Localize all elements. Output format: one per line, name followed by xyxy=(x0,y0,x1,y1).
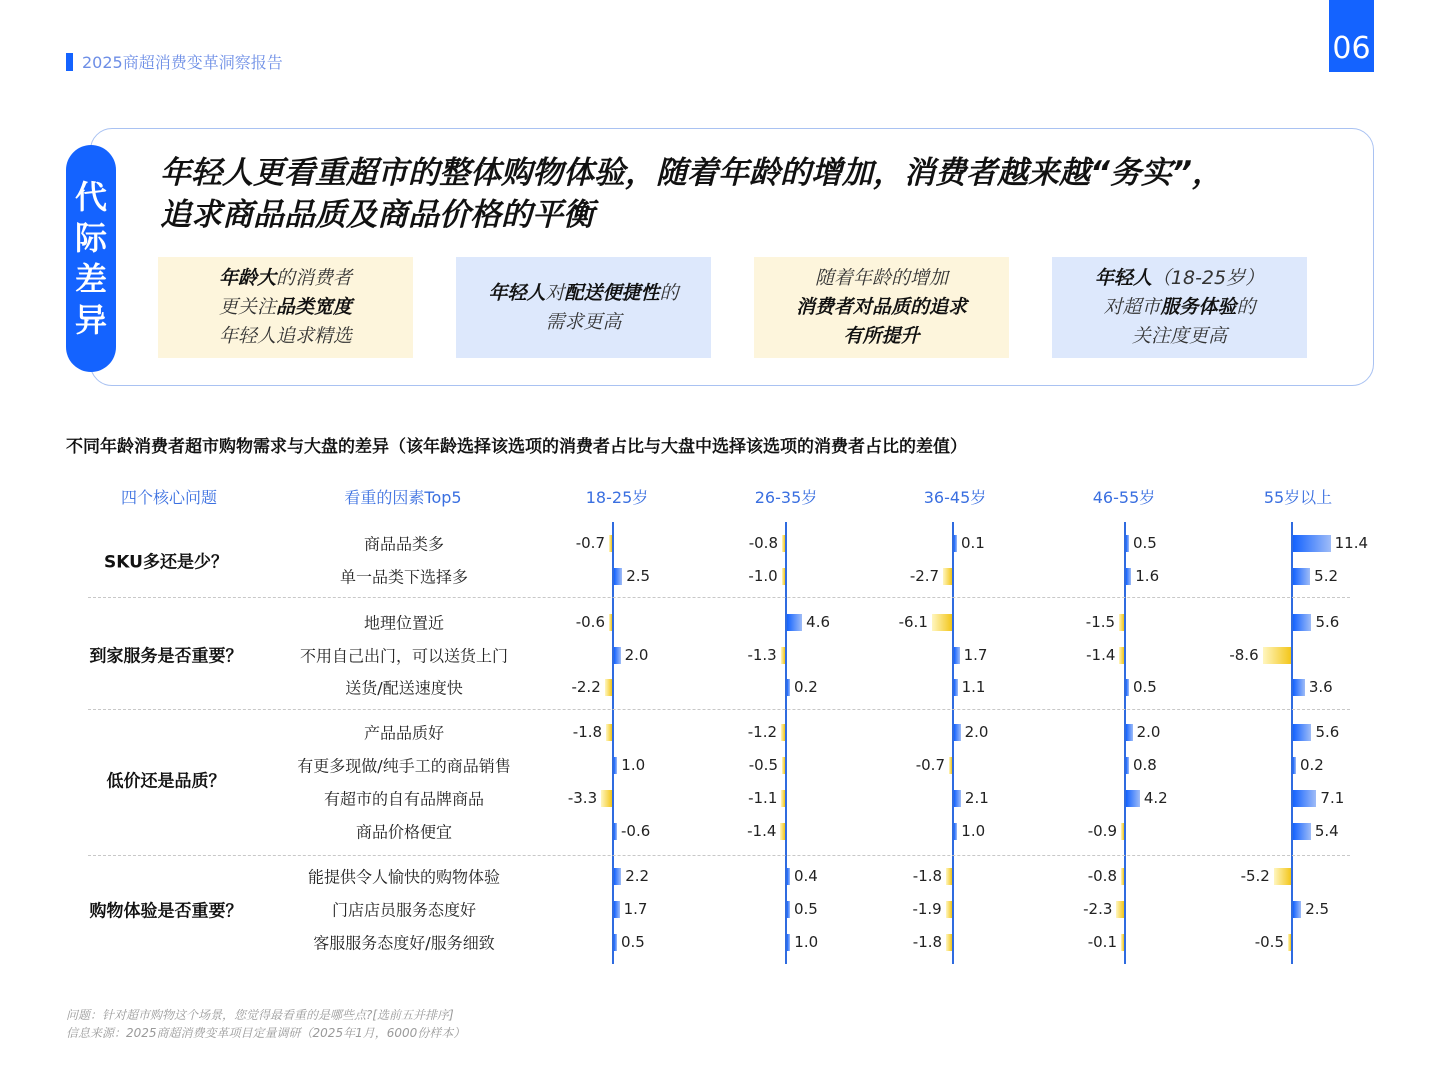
factor-label: 单一品类下选择多 xyxy=(339,567,469,587)
bar-positive xyxy=(1126,724,1133,741)
bar-negative xyxy=(1274,868,1291,885)
bar-negative xyxy=(1119,614,1124,631)
bar-negative xyxy=(1288,934,1291,951)
bar-positive xyxy=(614,568,622,585)
insight-text: 更关注 xyxy=(218,296,276,318)
value-label: 4.2 xyxy=(1143,789,1168,807)
value-label: -0.5 xyxy=(1254,933,1284,951)
insight-card-1 xyxy=(158,257,413,358)
factor-label: 地理位置近 xyxy=(363,613,445,633)
bar-positive xyxy=(954,790,961,807)
value-label: 1.6 xyxy=(1135,567,1160,585)
bar-positive xyxy=(1293,568,1310,585)
tab-char: 差 xyxy=(74,259,107,298)
factor-label: 有更多现做/纯手工的商品销售 xyxy=(297,756,511,776)
bar-positive xyxy=(1126,757,1129,774)
value-label: -0.6 xyxy=(575,613,605,631)
insight-text: 的消费者 xyxy=(276,267,353,289)
bar-negative xyxy=(782,757,785,774)
bar-positive xyxy=(787,614,802,631)
bar-positive xyxy=(1126,679,1129,696)
bar-positive xyxy=(1126,535,1129,552)
value-label: 0.2 xyxy=(1300,756,1324,774)
question-label: SKU多还是少？ xyxy=(104,552,228,573)
value-label: -1.0 xyxy=(748,567,778,585)
value-label: -3.3 xyxy=(567,789,598,807)
value-label: -0.1 xyxy=(1087,933,1117,951)
insight-bold: 消费者对品质的追求 xyxy=(795,296,967,318)
insight-text: 年轻人追求精选 xyxy=(218,325,352,347)
insight-text: 需求更高 xyxy=(545,310,622,333)
value-label: -1.8 xyxy=(912,867,943,885)
footnote-question: 问题：针对超市购物这个场景，您觉得最看重的是哪些点?[选前五并排序] xyxy=(66,1008,454,1022)
bar-positive xyxy=(1293,679,1305,696)
factor-label: 产品品质好 xyxy=(363,723,445,743)
bar-positive xyxy=(954,535,957,552)
value-label: -1.8 xyxy=(912,933,943,951)
value-label: -0.6 xyxy=(621,822,651,840)
bar-negative xyxy=(946,868,952,885)
value-label: -2.7 xyxy=(909,567,940,585)
chart-title: 不同年龄消费者超市购物需求与大盘的差异（该年龄选择该选项的消费者占比与大盘中选择该选项的消费者占比的差值） xyxy=(66,437,967,457)
value-label: 3.6 xyxy=(1308,678,1333,696)
value-label: 5.2 xyxy=(1314,567,1339,585)
bar-negative xyxy=(1116,901,1124,918)
value-label: -0.7 xyxy=(915,756,945,774)
col-header-age-group: 18-25岁 xyxy=(585,488,649,507)
factor-label: 商品品类多 xyxy=(363,534,445,554)
bar-negative xyxy=(946,901,952,918)
insight-bold: 品类宽度 xyxy=(276,296,353,318)
bar-positive xyxy=(1126,790,1140,807)
value-label: -8.6 xyxy=(1229,646,1259,664)
insight-text: 对超市 xyxy=(1103,296,1161,318)
insight-bold: 年轻人 xyxy=(488,281,546,304)
bar-positive xyxy=(614,823,617,840)
value-label: 5.4 xyxy=(1314,822,1339,840)
value-label: -5.2 xyxy=(1240,867,1270,885)
section-tab-label xyxy=(66,145,116,372)
value-label: 2.1 xyxy=(964,789,989,807)
insight-text: 关注度更高 xyxy=(1131,325,1227,347)
bar-negative xyxy=(943,568,952,585)
value-label: -0.8 xyxy=(1087,867,1117,885)
bar-positive xyxy=(1293,901,1301,918)
report-tag xyxy=(66,50,283,73)
zero-axis-line xyxy=(952,522,954,964)
col-header-age-group: 36-45岁 xyxy=(923,488,987,507)
bar-negative xyxy=(949,757,952,774)
headline xyxy=(160,152,1350,236)
insight-bold: 年龄大 xyxy=(218,267,276,289)
insight-bold: 年轻人 xyxy=(1094,267,1152,289)
bar-negative xyxy=(606,724,612,741)
factor-label: 门店店员服务态度好 xyxy=(331,900,477,920)
col-header-age-group: 26-35岁 xyxy=(754,488,818,507)
value-label: 2.0 xyxy=(1136,723,1161,741)
group-divider xyxy=(88,709,1350,710)
bar-positive xyxy=(1293,535,1331,552)
value-label: 5.6 xyxy=(1315,723,1340,741)
value-label: 2.0 xyxy=(624,646,649,664)
question-label: 到家服务是否重要？ xyxy=(89,646,243,667)
value-label: -1.4 xyxy=(747,822,777,840)
value-label: 1.1 xyxy=(961,678,986,696)
value-label: -1.4 xyxy=(1086,646,1116,664)
col-header-question: 四个核心问题 xyxy=(120,488,218,507)
factor-label: 能提供令人愉快的购物体验 xyxy=(307,867,501,887)
value-label: -1.3 xyxy=(747,646,777,664)
bar-negative xyxy=(609,614,612,631)
report-title: 2025商超消费变革洞察报告 xyxy=(82,53,283,72)
bar-positive xyxy=(1293,823,1311,840)
insight-text: （18-25岁） xyxy=(1151,267,1265,289)
bar-positive xyxy=(1293,724,1311,741)
bar-negative xyxy=(932,614,952,631)
factor-label: 送货/配送速度快 xyxy=(345,678,463,698)
footnote-source: 信息来源：2025商超消费变革项目定量调研（2025年1月，6000份样本） xyxy=(66,1026,466,1040)
insight-bold: 配送便捷性 xyxy=(564,281,660,304)
bar-negative xyxy=(601,790,612,807)
value-label: 0.5 xyxy=(621,933,645,951)
value-label: -0.9 xyxy=(1087,822,1117,840)
insight-bold: 服务体验 xyxy=(1160,296,1237,318)
value-label: -1.1 xyxy=(748,789,778,807)
bar-positive xyxy=(954,679,958,696)
bar-negative xyxy=(1121,934,1124,951)
value-label: 7.1 xyxy=(1320,789,1345,807)
bar-positive xyxy=(614,901,620,918)
zero-axis-line xyxy=(612,522,614,964)
bar-positive xyxy=(614,934,617,951)
insight-text: 的 xyxy=(1236,296,1256,318)
bar-negative xyxy=(782,568,785,585)
value-label: -0.8 xyxy=(748,534,778,552)
value-label: -6.1 xyxy=(898,613,928,631)
bar-positive xyxy=(787,679,790,696)
bar-positive xyxy=(787,868,790,885)
insight-card-4 xyxy=(1052,257,1307,358)
factor-label: 客服服务态度好/服务细致 xyxy=(313,933,495,953)
bar-negative xyxy=(782,535,785,552)
bar-positive xyxy=(787,934,790,951)
group-divider xyxy=(88,855,1350,856)
bar-negative xyxy=(1263,647,1291,664)
value-label: -0.5 xyxy=(748,756,778,774)
report-tag-bar xyxy=(66,53,73,71)
insight-text: 的 xyxy=(659,281,679,304)
bar-positive xyxy=(954,647,960,664)
factor-label: 有超市的自有品牌商品 xyxy=(323,789,485,809)
value-label: 1.0 xyxy=(961,822,986,840)
value-label: 2.5 xyxy=(626,567,651,585)
insight-card-2 xyxy=(456,257,711,358)
value-label: 1.0 xyxy=(621,756,646,774)
value-label: -0.7 xyxy=(575,534,605,552)
value-label: -1.8 xyxy=(572,723,603,741)
bar-positive xyxy=(1126,568,1131,585)
value-label: 11.4 xyxy=(1334,534,1369,552)
zero-axis-line xyxy=(785,522,787,964)
tab-char: 际 xyxy=(74,218,107,257)
value-label: 0.2 xyxy=(794,678,818,696)
headline-line-2: 追求商品品质及商品价格的平衡 xyxy=(160,197,594,233)
page-number: 06 xyxy=(1329,0,1374,72)
group-divider xyxy=(88,597,1350,598)
bar-negative xyxy=(1121,823,1124,840)
bar-negative xyxy=(605,679,612,696)
bar-negative xyxy=(1121,868,1124,885)
value-label: 4.6 xyxy=(806,613,831,631)
bar-negative xyxy=(781,724,785,741)
value-label: -2.3 xyxy=(1083,900,1113,918)
value-label: 0.8 xyxy=(1133,756,1157,774)
zero-axis-line xyxy=(1124,522,1126,964)
value-label: 0.5 xyxy=(1133,678,1157,696)
tab-char: 代 xyxy=(74,177,107,216)
bar-positive xyxy=(614,647,621,664)
bar-positive xyxy=(1293,614,1311,631)
bar-negative xyxy=(946,934,952,951)
value-label: 0.1 xyxy=(961,534,985,552)
col-header-factor: 看重的因素Top5 xyxy=(344,488,462,507)
question-label: 购物体验是否重要？ xyxy=(89,901,243,922)
value-label: 2.0 xyxy=(964,723,989,741)
question-label: 低价还是品质？ xyxy=(106,771,226,792)
value-label: 0.5 xyxy=(794,900,818,918)
bar-positive xyxy=(1293,757,1296,774)
bar-negative xyxy=(609,535,612,552)
value-label: 0.5 xyxy=(1133,534,1157,552)
zero-axis-line xyxy=(1291,522,1293,964)
value-label: 2.2 xyxy=(625,867,650,885)
value-label: 1.0 xyxy=(794,933,819,951)
insight-text: 对 xyxy=(545,281,565,304)
bar-positive xyxy=(614,757,617,774)
value-label: 0.4 xyxy=(794,867,818,885)
value-label: -1.2 xyxy=(747,723,778,741)
value-label: -1.5 xyxy=(1085,613,1116,631)
bar-positive xyxy=(954,724,961,741)
factor-label: 不用自己出门，可以送货上门 xyxy=(299,646,509,666)
tab-char: 异 xyxy=(74,300,107,339)
bar-positive xyxy=(787,901,790,918)
col-header-age-group: 55岁以上 xyxy=(1263,488,1333,507)
bar-negative xyxy=(781,790,785,807)
col-header-age-group: 46-55岁 xyxy=(1092,488,1156,507)
bar-positive xyxy=(614,868,621,885)
value-label: 5.6 xyxy=(1315,613,1340,631)
headline-line-1: 年轻人更看重超市的整体购物体验，随着年龄的增加，消费者越来越“务实”， xyxy=(160,155,1223,191)
factor-label: 商品价格便宜 xyxy=(355,822,453,842)
insight-card-3 xyxy=(754,257,1009,358)
value-label: -2.2 xyxy=(571,678,601,696)
bar-negative xyxy=(1119,647,1124,664)
bar-positive xyxy=(954,823,957,840)
insight-bold: 有所提升 xyxy=(843,325,920,347)
bar-negative xyxy=(781,647,785,664)
value-label: 1.7 xyxy=(963,646,988,664)
bar-negative xyxy=(780,823,785,840)
value-label: -1.9 xyxy=(912,900,942,918)
value-label: 2.5 xyxy=(1305,900,1330,918)
bar-positive xyxy=(1293,790,1316,807)
insight-text: 随着年龄的增加 xyxy=(814,267,948,289)
value-label: 1.7 xyxy=(623,900,648,918)
